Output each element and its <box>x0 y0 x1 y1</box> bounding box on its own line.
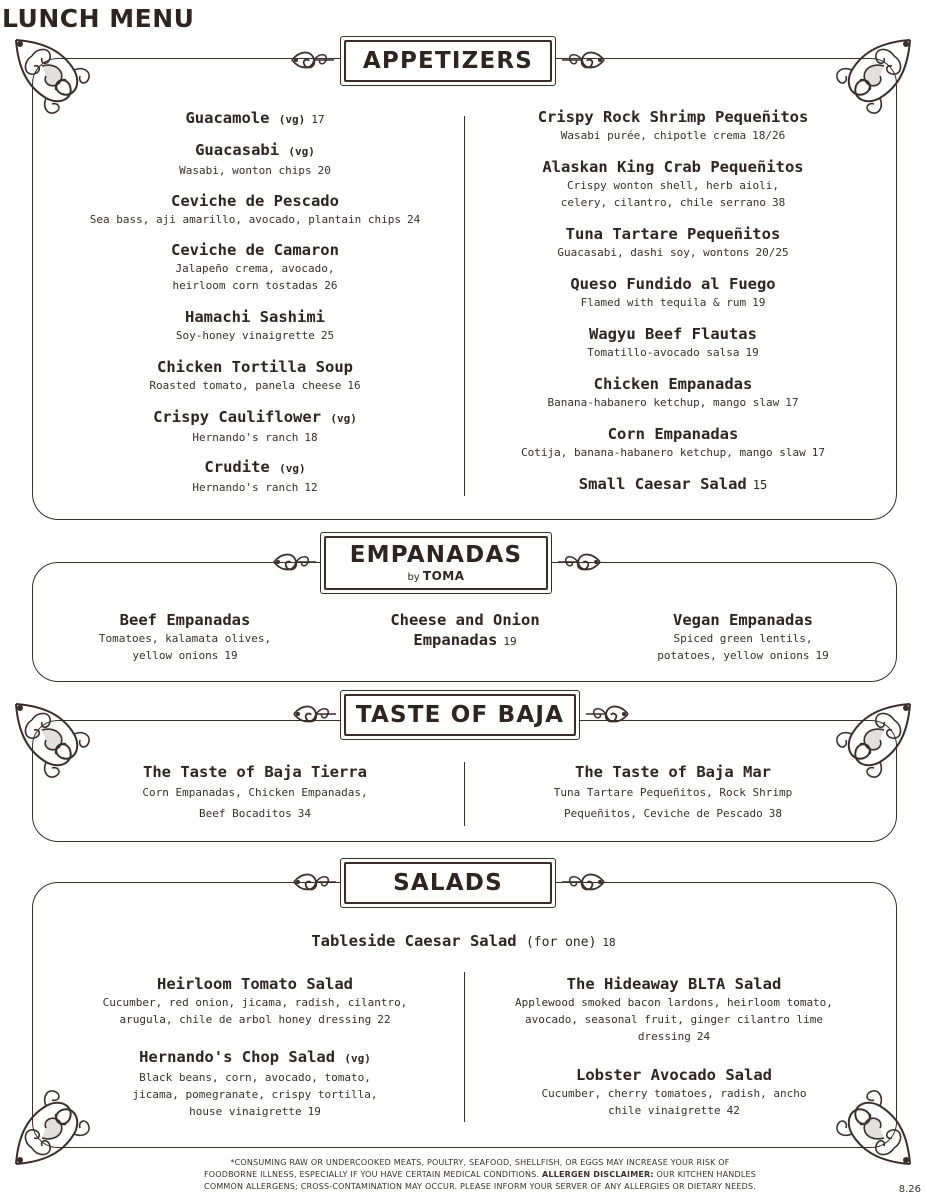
menu-item: Guacasabi (vg) Wasabi, wonton chips 20 <box>179 141 331 177</box>
empanadas-banner <box>320 532 552 594</box>
menu-item: Ceviche de Camaron Jalapeño crema, avocado, heirloom corn tostadas 26 <box>171 241 339 292</box>
menu-item: Hernando's Chop Salad (vg) Black beans, corn, avocado, tomato, jicama, pomegranate, crispy tortilla, house vinaigrette 19 <box>132 1048 378 1118</box>
scroll-left-icon <box>292 702 338 732</box>
menu-item: Ceviche de Pescado Sea bass, aji amarillo, avocado, plantain chips 24 <box>89 192 421 226</box>
baja-title: TASTE OF BAJA <box>355 701 565 728</box>
menu-item: Lobster Avocado Salad Cucumber, cherry tomatoes, radish, ancho chile vinaigrette 42 <box>541 1066 807 1117</box>
menu-item: Small Caesar Salad 15 <box>578 475 768 493</box>
scroll-left-icon <box>292 870 338 900</box>
scroll-right-icon <box>560 48 606 78</box>
menu-item: Tuna Tartare Pequeñitos Guacasabi, dashi soy, wontons 20/25 <box>557 225 789 259</box>
menu-item: Beef Empanadas Tomatoes, kalamata olives, yellow onions 19 <box>98 611 272 662</box>
scroll-right-icon <box>584 702 630 732</box>
menu-item: Cheese and Onion Empanadas 19 <box>390 611 540 649</box>
empanadas-brand: by TOMA <box>407 568 465 583</box>
menu-item: The Taste of Baja Mar Tuna Tartare Pequeñitos, Rock Shrimp Pequeñitos, Ceviche de Pescado 38 <box>553 763 793 820</box>
baja-banner <box>340 690 580 740</box>
menu-item: Tableside Caesar Salad (for one) 18 <box>311 932 616 950</box>
menu-item: The Hideaway BLTA Salad Applewood smoked bacon lardons, heirloom tomato, avocado, seasonal fruit, ginger cilantro lime dressing 24 <box>515 975 833 1043</box>
menu-item: Guacamole (vg) 17 <box>185 109 325 127</box>
menu-item: Chicken Empanadas Banana-habanero ketchup, mango slaw 17 <box>547 375 799 409</box>
salads-banner <box>340 858 556 908</box>
menu-item: Crudite (vg) Hernando's ranch 12 <box>192 458 318 494</box>
menu-item: Chicken Tortilla Soup Roasted tomato, panela cheese 16 <box>149 358 361 392</box>
scroll-right-icon <box>560 870 606 900</box>
menu-item: Crispy Cauliflower (vg) Hernando's ranch 18 <box>153 408 357 444</box>
salads-title: SALADS <box>393 869 503 896</box>
allergen-disclaimer: *CONSUMING RAW OR UNDERCOOKED MEATS, POULTRY, SEAFOOD, SHELLFISH, OR EGGS MAY INCREASE YOUR RISK OF FOODBORNE ILLNESS, ESPECIALLY IF YOU HAVE CERTAIN MEDICAL CONDITIONS. ALLERGEN DISCLAIMER: OUR KITCHEN HANDLES COMMON ALLERGENS; CROSS-CONTAMINATION MAY OCCUR. PLEASE INFORM YOUR SERVER OF ANY ALLERGIES OR DIETARY NEEDS. <box>203 1158 757 1191</box>
menu-version: 8.26 <box>898 1184 921 1195</box>
appetizers-title: APPETIZERS <box>362 47 534 74</box>
appetizers-banner <box>340 36 556 86</box>
scroll-left-icon <box>272 550 318 580</box>
scroll-left-icon <box>290 48 336 78</box>
page-title: LUNCH MENU <box>2 4 195 33</box>
menu-item: Heirloom Tomato Salad Cucumber, red onion, jicama, radish, cilantro, arugula, chile de arbol honey dressing 22 <box>102 975 408 1026</box>
menu-item: Queso Fundido al Fuego Flamed with tequila & rum 19 <box>570 275 776 309</box>
empanadas-title: EMPANADAS <box>349 541 523 568</box>
menu-item: Wagyu Beef Flautas Tomatillo-avocado salsa 19 <box>587 325 759 359</box>
salads-divider <box>464 972 465 1122</box>
scroll-right-icon <box>556 550 602 580</box>
menu-item: Alaskan King Crab Pequeñitos Crispy wonton shell, herb aioli, celery, cilantro, chile serrano 38 <box>542 158 804 209</box>
menu-item: Crispy Rock Shrimp Pequeñitos Wasabi purée, chipotle crema 18/26 <box>537 108 809 142</box>
menu-item: Vegan Empanadas Spiced green lentils, potatoes, yellow onions 19 <box>657 611 829 662</box>
menu-item: Corn Empanadas Cotija, banana-habanero ketchup, mango slaw 17 <box>520 425 826 459</box>
menu-item: Hamachi Sashimi Soy-honey vinaigrette 25 <box>175 308 335 342</box>
appetizers-divider <box>464 116 465 496</box>
menu-item: The Taste of Baja Tierra Corn Empanadas, Chicken Empanadas, Beef Bocaditos 34 <box>142 763 368 820</box>
baja-divider <box>464 762 465 826</box>
